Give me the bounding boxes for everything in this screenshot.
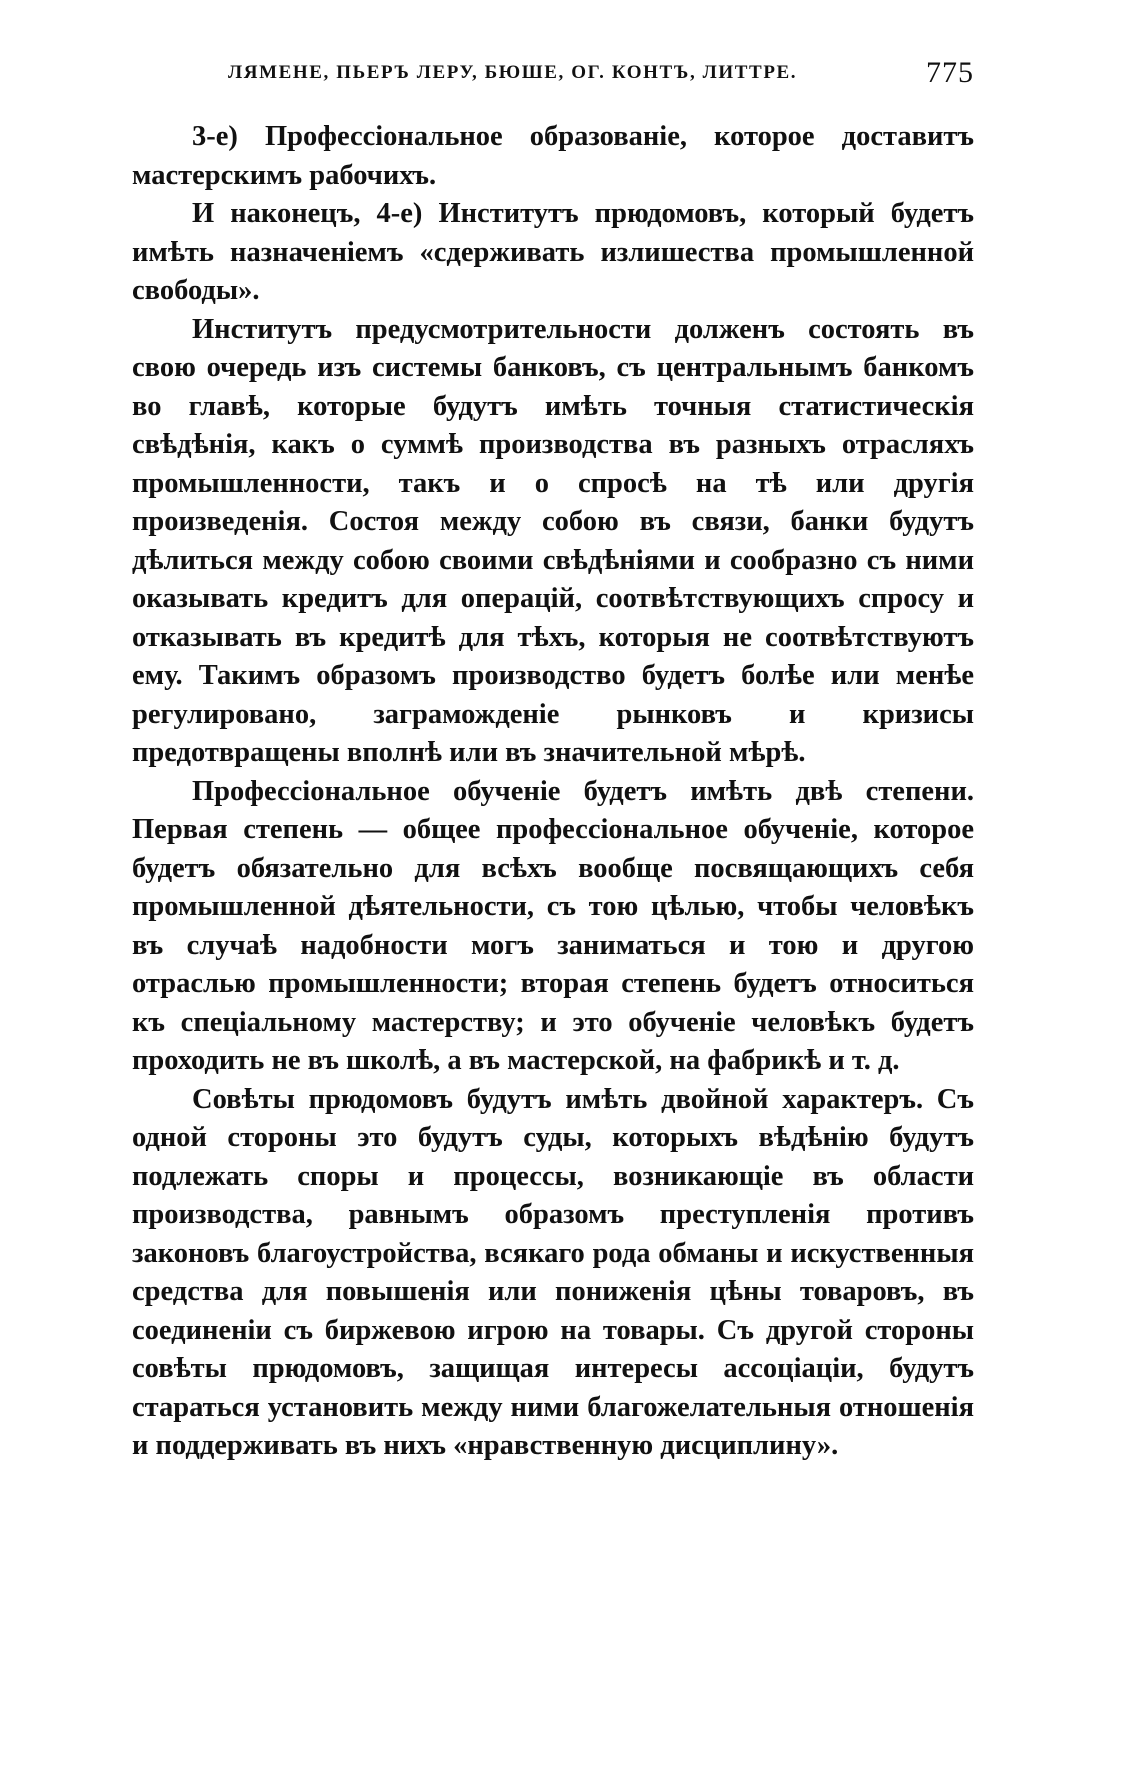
body-text — [132, 118, 974, 1466]
paragraph-5: Совѣты прюдомовъ будутъ имѣть двойной характеръ. Съ одной стороны это будутъ суды, которыхъ вѣдѣнію будутъ подлежать споры и процессы, возникающіе въ области производства, равнымъ образомъ преступленія противъ законовъ благоустройства, всякаго рода обманы и искуственныя средства для повышенія или пониженія цѣны товаровъ, въ соединеніи съ биржевою игрою на товары. Съ другой стороны совѣты прюдомовъ, защищая интересы ассоціаціи, будутъ стараться установить между ними благожелательныя отношенія и поддерживать въ нихъ «нравственную дисциплину». — [132, 1083, 974, 1461]
paragraph-3: Институтъ предусмотрительности долженъ состоять въ свою очередь изъ системы банковъ, съ центральнымъ банкомъ во главѣ, которые будутъ имѣть точныя статистическія свѣдѣнія, какъ о суммѣ производства въ разныхъ отрасляхъ промышленности, такъ и о спросѣ на тѣ или другія произведенія. Состоя между собою въ связи, банки будутъ дѣлиться между собою своими свѣдѣніями и сообразно съ ними оказывать кредитъ для операцій, соотвѣтствующихъ спросу и отказывать въ кредитѣ для тѣхъ, которыя не соотвѣтствуютъ ему. Такимъ образомъ производство будетъ болѣе или менѣе регулировано, заграможденіе рынковъ и кризисы предотвращены вполнѣ или въ значительной мѣрѣ. — [132, 313, 974, 768]
page-number: 775 — [926, 56, 974, 89]
running-head — [128, 56, 974, 100]
paragraph-1: 3-е) Профессіональное образованіе, которое доставитъ мастерскимъ рабочихъ. — [132, 121, 974, 191]
paragraph-2: И наконецъ, 4-е) Институтъ прюдомовъ, который будетъ имѣть назначеніемъ «сдерживать излишества промышленной свободы». — [132, 198, 974, 306]
running-head-title: ЛЯМЕНЕ, ПЬЕРЪ ЛЕРУ, БЮШЕ, ОГ. КОНТЪ, ЛИТТРЕ. — [228, 62, 798, 83]
paragraph-4: Профессіональное обученіе будетъ имѣть двѣ степени. Первая степень — общее профессіональное обученіе, которое будетъ обязательно для всѣхъ вообще посвящающихъ себя промышленной дѣятельности, съ тою цѣлью, чтобы человѣкъ въ случаѣ надобности могъ заниматься и тою и другою отраслью промышленности; вторая степень будетъ относиться къ спеціальному мастерству; и это обученіе человѣкъ будетъ проходить не въ школѣ, а въ мастерской, на фабрикѣ и т. д. — [132, 775, 974, 1076]
